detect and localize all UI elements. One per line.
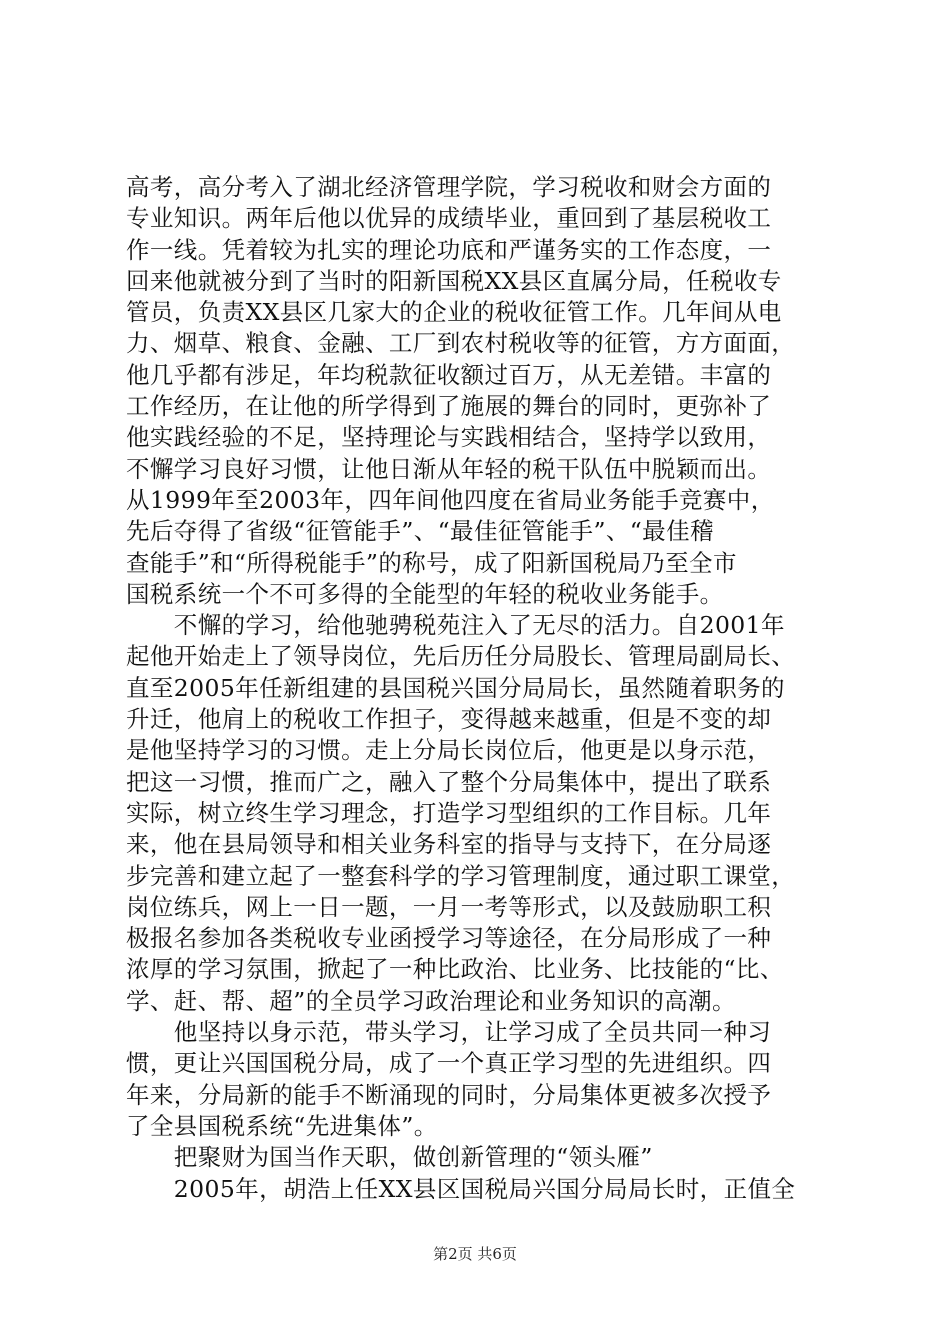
text-line: 不懈学习良好习惯，让他日渐从年轻的税干队伍中脱颖而出。	[126, 454, 772, 483]
text-line: 国税系统一个不可多得的全能型的年轻的税收业务能手。	[126, 579, 724, 608]
text-line: 他坚持以身示范，带头学习，让学习成了全员共同一种习	[126, 1018, 772, 1047]
text-line: 是他坚持学习的习惯。走上分局长岗位后，他更是以身示范，	[126, 736, 772, 765]
text-line: 升迁，他肩上的税收工作担子，变得越来越重，但是不变的却	[126, 705, 772, 734]
body-text	[126, 172, 826, 1205]
text-line: 回来他就被分到了当时的阳新国税XX县区直属分局，任税收专	[126, 266, 782, 295]
text-line: 岗位练兵，网上一日一题，一月一考等形式，以及鼓励职工积	[126, 892, 772, 921]
text-line: 管员，负责XX县区几家大的企业的税收征管工作。几年间从电	[126, 298, 782, 327]
text-line: 查能手”和“所得税能手”的称号，成了阳新国税局乃至全市	[126, 548, 737, 577]
text-line: 不懈的学习，给他驰骋税苑注入了无尽的活力。自2001年	[126, 611, 785, 640]
text-line: 先后夺得了省级“征管能手”、“最佳征管能手”、“最佳稽	[126, 517, 714, 546]
text-line: 把这一习惯，推而广之，融入了整个分局集体中，提出了联系	[126, 767, 772, 796]
text-line: 高考，高分考入了湖北经济管理学院，学习税收和财会方面的	[126, 173, 772, 201]
text-line: 来，他在县局领导和相关业务科室的指导与支持下，在分局逐	[126, 830, 772, 859]
text-line: 工作经历，在让他的所学得到了施展的舞台的同时，更弥补了	[126, 392, 772, 421]
text-line: 学、赶、帮、超”的全员学习政治理论和业务知识的高潮。	[126, 986, 736, 1015]
text-line: 步完善和建立起了一整套科学的学习管理制度，通过职工课堂，	[126, 861, 796, 890]
text-line: 直至2005年任新组建的县国税兴国分局局长，虽然随着职务的	[126, 673, 785, 702]
text-line: 浓厚的学习氛围，掀起了一种比政治、比业务、比技能的“比、	[126, 955, 784, 984]
text-line: 实际，树立终生学习理念，打造学习型组织的工作目标。几年	[126, 798, 772, 827]
text-line: 惯，更让兴国国税分局，成了一个真正学习型的先进组织。四	[126, 1049, 772, 1078]
text-line: 2005年，胡浩上任XX县区国税局兴国分局局长时，正值全	[126, 1174, 796, 1203]
text-line: 作一线。凭着较为扎实的理论功底和严谨务实的工作态度，一	[126, 235, 772, 264]
text-line: 从1999年至2003年，四年间他四度在省局业务能手竞赛中，	[126, 485, 775, 514]
text-line: 起他开始走上了领导岗位，先后历任分局股长、管理局副局长、	[126, 642, 796, 671]
text-line: 年来，分局新的能手不断涌现的同时，分局集体更被多次授予	[126, 1080, 772, 1109]
text-line: 他实践经验的不足，坚持理论与实践相结合，坚持学以致用，	[126, 423, 772, 452]
text-line: 了全县国税系统“先进集体”。	[126, 1111, 438, 1140]
page-number-footer: 第2页 共6页	[433, 1245, 517, 1263]
text-line: 极报名参加各类税收专业函授学习等途径，在分局形成了一种	[126, 924, 772, 953]
section-heading: 把聚财为国当作天职，做创新管理的“领头雁”	[126, 1143, 653, 1172]
text-line: 力、烟草、粮食、金融、工厂到农村税收等的征管，方方面面，	[126, 329, 796, 358]
text-line: 专业知识。两年后他以优异的成绩毕业，重回到了基层税收工	[126, 204, 772, 233]
text-line: 他几乎都有涉足，年均税款征收额过百万，从无差错。丰富的	[126, 360, 772, 389]
